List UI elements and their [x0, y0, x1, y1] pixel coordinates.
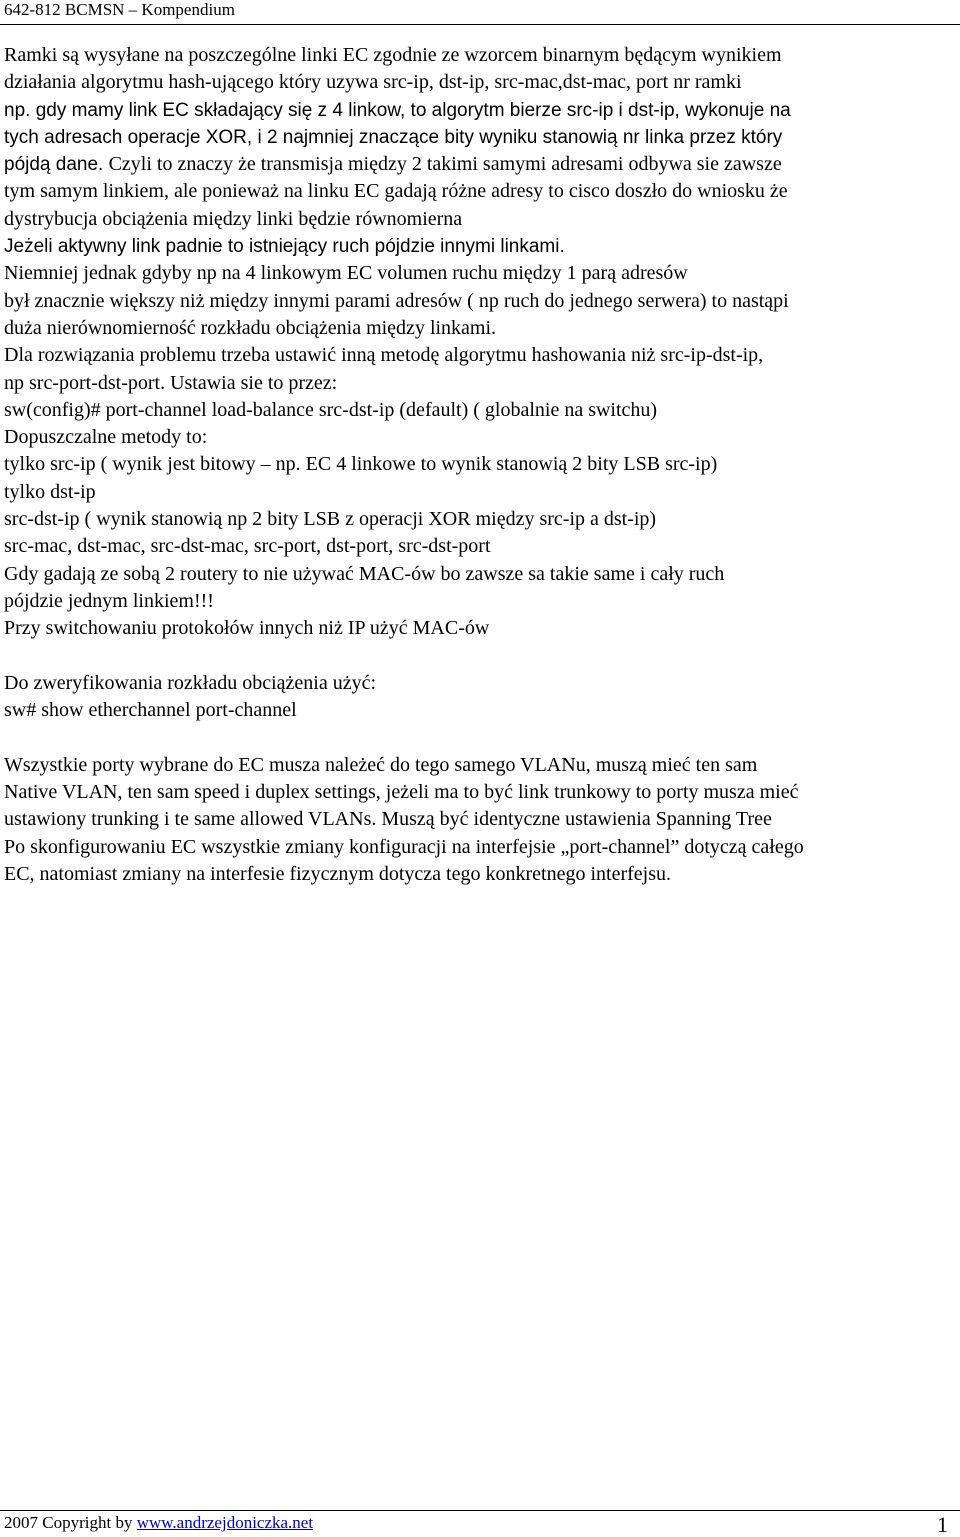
text-line: Do zweryfikowania rozkładu obciążenia użyć: — [4, 671, 377, 694]
text-line: działania algorytmu hash-ującego który uzywa src-ip, dst-ip, src-mac,dst-mac, port nr ramki — [4, 71, 742, 94]
text-line: Jeżeli aktywny link padnie to istniejący ruch pójdzie innymi linkami. — [4, 236, 565, 258]
text-line: src-dst-ip ( wynik stanowią np 2 bity LSB z operacji XOR między src-ip a dst-ip) — [4, 508, 657, 531]
text-line: duża nierównomierność rozkładu obciążenia między linkami. — [4, 316, 497, 339]
text-line: Gdy gadają ze sobą 2 routery to nie używać MAC-ów bo zawsze sa takie same i cały ruch — [4, 562, 725, 585]
blank-line — [4, 643, 960, 670]
text-line: np. gdy mamy link EC składający się z 4 linkow, to algorytm bierze src-ip i dst-ip, wykonuje na — [4, 99, 791, 121]
header-rule — [0, 24, 960, 25]
text-line — [4, 151, 960, 178]
text-line: Dopuszczalne metody to: — [4, 426, 208, 449]
text-line: dystrybucja obciążenia między linki będzie równomierna — [4, 207, 463, 230]
config-command: sw(config)# port-channel load-balance src-dst-ip (default) ( globalnie na switchu) — [4, 398, 658, 421]
text-fragment: Czyli to znaczy że transmisja między 2 takimi samymi adresami odbywa sie zawsze — [108, 153, 782, 176]
config-command: sw# show etherchannel port-channel — [4, 699, 297, 722]
text-line: src-mac, dst-mac, src-dst-mac, src-port, dst-port, src-dst-port — [4, 535, 491, 558]
text-fragment: pójdą dane. — [4, 154, 109, 176]
text-line: był znacznie większy niż między innymi parami adresów ( np ruch do jednego serwera) to nastąpi — [4, 289, 789, 312]
text-line: Przy switchowaniu protokołów innych niż IP użyć MAC-ów — [4, 617, 490, 640]
document-body — [4, 42, 960, 888]
page-footer — [4, 1513, 313, 1533]
page-number: 1 — [937, 1512, 948, 1537]
text-line: np src-port-dst-port. Ustawia sie to przez: — [4, 371, 338, 394]
page-header: 642-812 BCMSN – Kompendium — [4, 0, 235, 19]
text-line: Wszystkie porty wybrane do EC musza należeć do tego samego VLANu, muszą mieć ten sam — [4, 753, 758, 776]
text-line: Native VLAN, ten sam speed i duplex settings, jeżeli ma to być link trunkowy to porty musza mieć — [4, 781, 799, 804]
text-line: Po skonfigurowaniu EC wszystkie zmiany konfiguracji na interfejsie „port-channel” dotyczą całego — [4, 835, 804, 858]
text-line: Niemniej jednak gdyby np na 4 linkowym EC volumen ruchu między 1 parą adresów — [4, 262, 688, 285]
text-line: tych adresach operacje XOR, i 2 najmniej znaczące bity wyniku stanowią nr linka przez który — [4, 126, 783, 148]
copyright-text: 2007 Copyright by — [4, 1513, 137, 1532]
blank-line — [4, 724, 960, 751]
text-line: EC, natomiast zmiany na interfesie fizycznym dotycza tego konkretnego interfejsu. — [4, 862, 671, 885]
text-line: tym samym linkiem, ale ponieważ na linku EC gadają różne adresy to cisco doszło do wniosku że — [4, 180, 788, 203]
text-line: tylko src-ip ( wynik jest bitowy – np. EC 4 linkowe to wynik stanowią 2 bity LSB src-ip) — [4, 453, 718, 476]
text-line: ustawiony trunking i te same allowed VLANs. Muszą być identyczne ustawienia Spanning Tree — [4, 808, 772, 831]
text-line: Dla rozwiązania problemu trzeba ustawić inną metodę algorytmu hashowania niż src-ip-dst-ip, — [4, 344, 764, 367]
website-link[interactable]: www.andrzejdoniczka.net — [136, 1513, 314, 1532]
text-line: tylko dst-ip — [4, 480, 96, 503]
text-line: pójdzie jednym linkiem!!! — [4, 589, 214, 612]
footer-rule — [0, 1510, 960, 1511]
text-line: Ramki są wysyłane na poszczególne linki EC zgodnie ze wzorcem binarnym będącym wynikiem — [4, 44, 782, 66]
